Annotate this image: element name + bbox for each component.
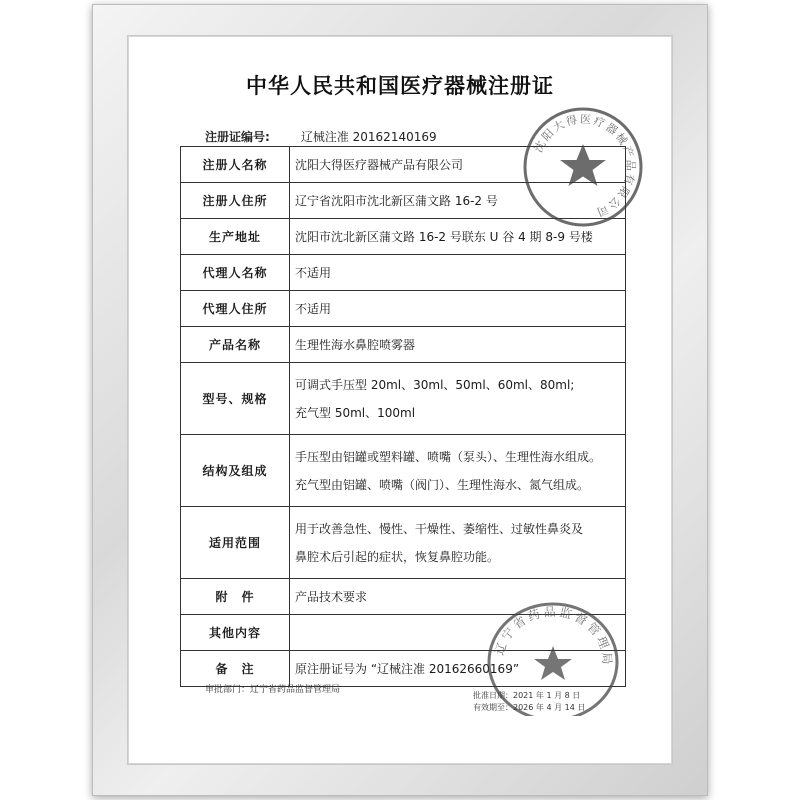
structure-line-1: 手压型由铝罐或塑料罐、喷嘴（泵头）、生理性海水组成。: [295, 449, 602, 464]
structure-line-2: 充气型由铝罐、喷嘴（阀门）、生理性海水、氮气组成。: [295, 477, 590, 492]
approval-date: 批准日期：2021 年 1 月 8 日: [473, 691, 581, 700]
valid-until: 有效期至：2026 年 4 月 14 日: [473, 703, 586, 712]
company-seal-ring-text: 沈阳大得医疗器械产品有限公司: [531, 112, 638, 220]
row-value-other: [290, 615, 626, 651]
registration-number-value: 辽械注准 20162140169: [300, 130, 437, 144]
registration-number-label: 注册证编号:: [205, 130, 270, 144]
registration-number-line: [205, 128, 437, 145]
table-row: [181, 435, 626, 507]
model-spec-line-2: 充气型 50ml、100ml: [295, 405, 416, 420]
scope-line-1: 用于改善急性、慢性、干燥性、萎缩性、过敏性鼻炎及: [295, 521, 584, 536]
table-row: [181, 183, 626, 219]
row-value-agent-address: 不适用: [290, 291, 626, 327]
row-label-model-spec: 型号、规格: [181, 363, 290, 435]
row-value-model-spec: [290, 363, 626, 435]
row-label-structure: 结构及组成: [181, 435, 290, 507]
certificate-title: 中华人民共和国医疗器械注册证: [246, 74, 554, 98]
row-value-structure: [290, 435, 626, 507]
table-row: [181, 327, 626, 363]
approval-department: 审批部门：辽宁省药品监督管理局: [205, 685, 341, 695]
row-value-production-address: 沈阳市沈北新区蒲文路 16-2 号联东 U 谷 4 期 8-9 号楼: [290, 219, 626, 255]
row-label-agent-address: 代理人住所: [181, 291, 290, 327]
row-value-registrant-name: 沈阳大得医疗器械产品有限公司: [290, 147, 626, 183]
model-spec-line-1: 可调式手压型 20ml、30ml、50ml、60ml、80ml;: [295, 377, 575, 392]
row-value-scope: [290, 507, 626, 579]
row-value-agent-name: 不适用: [290, 255, 626, 291]
row-value-product-name: 生理性海水鼻腔喷雾器: [290, 327, 626, 363]
row-label-remarks: 备 注: [181, 651, 290, 687]
row-label-product-name: 产品名称: [181, 327, 290, 363]
scope-line-2: 鼻腔术后引起的症状，恢复鼻腔功能。: [295, 549, 500, 564]
table-row: [181, 255, 626, 291]
row-label-registrant-address: 注册人住所: [181, 183, 290, 219]
table-row: [181, 219, 626, 255]
table-row: [181, 615, 626, 651]
row-value-registrant-address: 辽宁省沈阳市沈北新区蒲文路 16-2 号: [290, 183, 626, 219]
row-label-agent-name: 代理人名称: [181, 255, 290, 291]
table-row: [181, 363, 626, 435]
row-label-production-address: 生产地址: [181, 219, 290, 255]
certificate-table: [180, 146, 626, 687]
table-row: [181, 147, 626, 183]
row-label-scope: 适用范围: [181, 507, 290, 579]
table-row: [181, 579, 626, 615]
row-label-registrant-name: 注册人名称: [181, 147, 290, 183]
row-label-attachment: 附 件: [181, 579, 290, 615]
table-row: [181, 291, 626, 327]
row-label-other: 其他内容: [181, 615, 290, 651]
table-row: [181, 507, 626, 579]
approval-dates: [473, 690, 585, 714]
row-value-remarks: 原注册证号为 “辽械注准 20162660169”: [290, 651, 626, 687]
authority-seal-ring-text: 辽宁省药品监督管理局: [492, 604, 615, 668]
row-value-attachment: 产品技术要求: [290, 579, 626, 615]
